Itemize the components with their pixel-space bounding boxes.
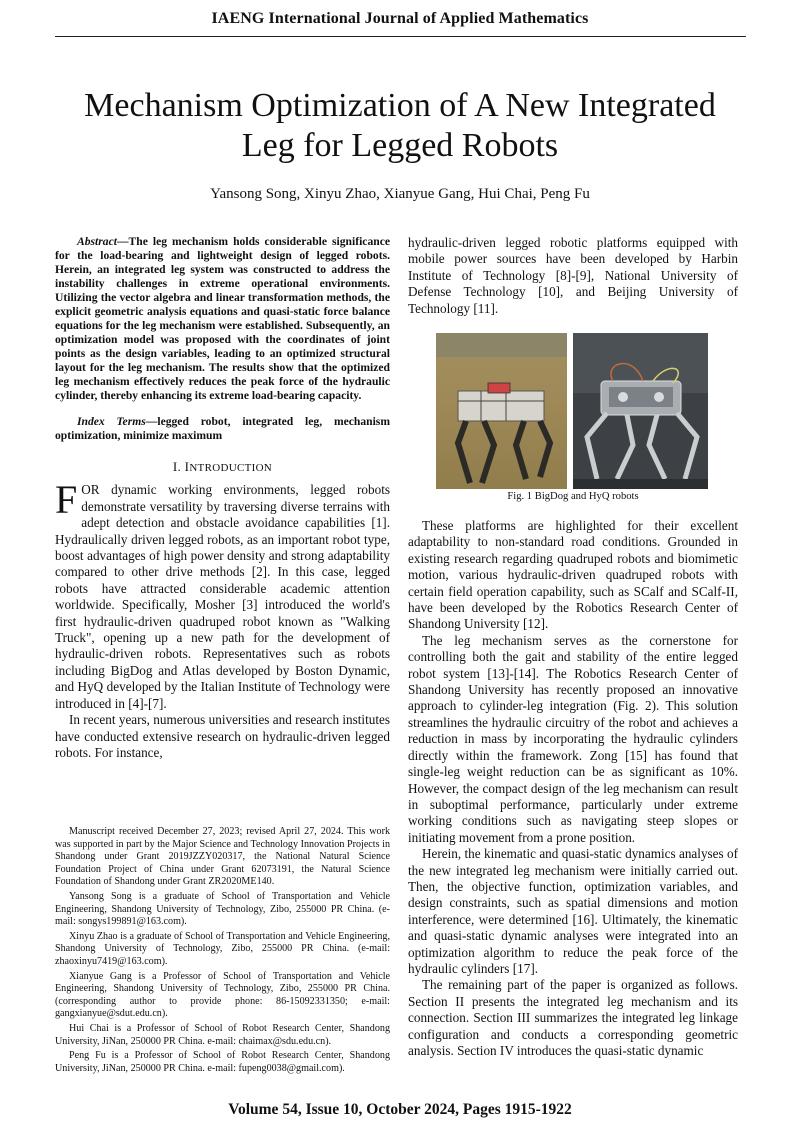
- intro-paragraph-1: [55, 477, 390, 712]
- intro-paragraph-4: The leg mechanism serves as the cornerstone for controlling both the gait and stability of the entire legged robot system [13]-[14]. The Robotics Research Center of Shandong University has recently proposed an innovative approach to cylinder-leg integration (Fig. 2). This solution streamlines the hydraulic circuitry of the robot and achieves a reduction in mass by incorporating the hydraulic cylinders directly within the framework. Zong [15] has found that single-leg weight reduction can be as significant as 10%. However, the compact design of the leg mechanism can result in suboptimal performance, particularly under extreme working conditions such as navigating steep slopes or initiating movement from a prone position.: [408, 632, 738, 845]
- section-title-rest: NTRODUCTION: [189, 462, 273, 474]
- intro-paragraph-2-continued: hydraulic-driven legged robotic platforms equipped with mobile power sources have been developed by Harbin Institute of Technology [8]-[9], National University of Defense Technology [10], and Beijing University of Technology [11].: [408, 235, 738, 316]
- author-list: Yansong Song, Xinyu Zhao, Xianyue Gang, Hui Chai, Peng Fu: [210, 186, 590, 202]
- figure-1: [436, 333, 708, 493]
- footnotes: [55, 826, 390, 1077]
- index-terms: [55, 415, 390, 443]
- paper-title-line-2: Leg for Legged Robots: [241, 127, 559, 164]
- hyq-robot-photo: [573, 333, 708, 489]
- intro-paragraph-3: These platforms are highlighted for their excellent adaptability to non-standard road conditions. Grounded in existing research regarding quadruped robots and biomimetic motion, various hydraulic-driven quadruped robots with certain field operation capability, such as SCalf and SCalf-II, have been developed by the Robotics Research Center of Shandong University [12].: [408, 518, 738, 632]
- footnote-manuscript: Manuscript received December 27, 2023; revised April 27, 2024. This work was supported in part by the Major Science and Technology Innovation Projects in Shandong under Grant 2019JZZY020317, the National Natural Science Foundation Project of China under Grant 62073191, the Natural Science Foundation of Shandong under Grant ZR2020ME140.: [55, 826, 390, 888]
- intro-paragraph-6: The remaining part of the paper is organized as follows. Section II presents the integrated leg mechanism and its connection. Section III summarizes the integrated leg linkage configuration and conducts a corresponding geometric analysis. Section IV introduces the quasi-static dynamic: [408, 977, 738, 1058]
- left-column: [55, 235, 390, 761]
- right-column: [408, 235, 738, 317]
- paper-title: [60, 86, 740, 166]
- abstract: [55, 235, 390, 403]
- section-heading-introduction: [55, 459, 390, 476]
- drop-cap: F: [55, 477, 78, 523]
- intro-paragraph-2: In recent years, numerous universities and research institutes have conducted extensive research on hydraulic-driven legged robots. For instance,: [55, 712, 390, 760]
- footnote-author-5: Peng Fu is a Professor of School of Robot Research Center, Shandong University, JiNan, 250000 PR China. e-mail: fupeng0038@gmail.com).: [55, 1050, 390, 1074]
- bigdog-robot-photo: [436, 333, 567, 489]
- right-column-lower: [408, 518, 738, 1059]
- index-terms-label: Index Terms: [77, 415, 146, 428]
- abstract-text: The leg mechanism holds considerable significance for the load-bearing and lightweight design of legged robots. Herein, an integrated leg system was constructed to address the instability challenges in extreme operational environments. Utilizing the vector algebra and linear transformation methods, the explicit geometric analysis equations and quasi-static force balance equations for the leg mechanism were established. Subsequently, an optimization model was proposed with the coordinates of joint points as the design variables, leading to an optimized structural layout for the leg mechanism. The results show that the optimized leg mechanism effectively reduces the peak force of the hydraulic cylinder, thereby enhancing its extreme load-bearing capacity.: [55, 235, 390, 402]
- index-terms-text: legged robot, integrated leg, mechanism optimization, minimize maximum: [55, 415, 390, 442]
- journal-header: IAENG International Journal of Applied Mathematics: [211, 10, 589, 27]
- intro-paragraph-1-text: OR dynamic working environments, legged robots demonstrate versatility by traversing diverse terrains with adept detection and obstacle avoidance capabilities [1]. Hydraulically driven legged robots, as an important robot type, boost advantages of high power density and strong adaptability compared to other drive methods [2]. In this case, legged robots have attracted considerable academic attention worldwide. Specifically, Mosher [3] introduced the world's first hydraulic-driven quadruped robot known as "Walking Truck", opening up a new path for the development of hydraulic-driven robots. Representatives such as robots including BigDog and Atlas developed by Boston Dynamic, and HyQ developed by the Italian Institute of Technology were introduced in [4]-[7].: [55, 482, 390, 711]
- section-number: I.: [172, 459, 182, 474]
- abstract-label: Abstract: [77, 235, 117, 248]
- intro-paragraph-5: Herein, the kinematic and quasi-static dynamics analyses of the new integrated leg mechanism were initially carried out. Then, the objective function, optimization variables, and design constraints, such as spatial dimensions and motion interference, were determined [16]. Ultimately, the kinematic and quasi-static dynamic analyses were integrated into an optimization algorithm to reduce the peak force of the hydraulic cylinders [17].: [408, 846, 738, 976]
- figure-1-caption: Fig. 1 BigDog and HyQ robots: [507, 491, 639, 502]
- paper-title-line-1: Mechanism Optimization of A New Integrated: [84, 87, 716, 124]
- index-terms-dash: —: [145, 415, 158, 428]
- footnote-author-3: Xianyue Gang is a Professor of School of Transportation and Vehicle Engineering, Shandong University of Technology, Zibo, 255000 PR China. (corresponding author to provide phone: 86-15092331350; e-mail: gangxianyue@sdut.edu.cn).: [55, 970, 390, 1020]
- footnote-author-1: Yansong Song is a graduate of School of Transportation and Vehicle Engineering, Shandong University of Technology, Zibo, 255000 PR China. (e-mail: songys199891@163.com).: [55, 890, 390, 928]
- page-footer: Volume 54, Issue 10, October 2024, Pages 1915-1922: [228, 1101, 572, 1118]
- section-title-initial: I: [184, 459, 190, 474]
- footnote-author-2: Xinyu Zhao is a graduate of School of Transportation and Vehicle Engineering, Shandong University of Technology, Zibo, 255000 PR China. (e-mail: zhaoxinyu7419@163.com).: [55, 930, 390, 967]
- footnote-author-4: Hui Chai is a Professor of School of Robot Research Center, Shandong University, JiNan, 250000 PR China. e-mail: chaimax@sdu.edu.cn).: [55, 1022, 390, 1047]
- abstract-dash: —: [116, 235, 129, 248]
- header-rule: [55, 36, 746, 37]
